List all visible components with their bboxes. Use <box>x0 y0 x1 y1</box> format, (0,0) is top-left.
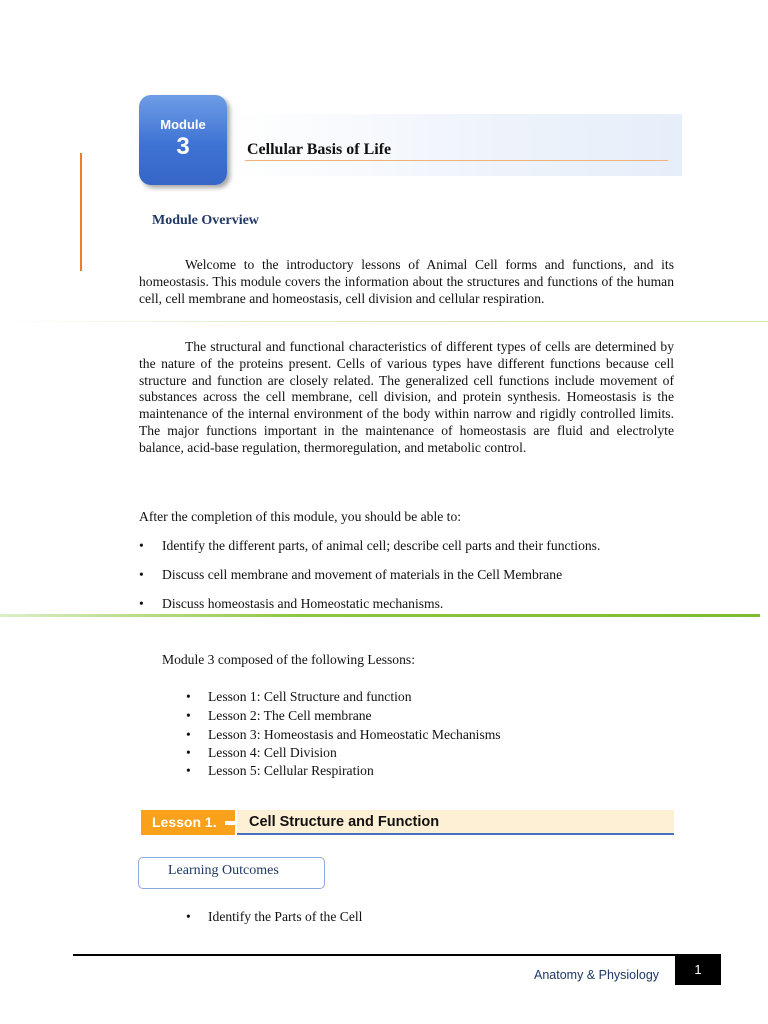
bullet: • <box>186 689 191 704</box>
bullet: • <box>139 567 144 582</box>
objective-text: Discuss homeostasis and Homeostatic mechanisms. <box>162 596 444 611</box>
objective-text: Identify the different parts, of animal cell; describe cell parts and their functions. <box>162 538 601 553</box>
lesson-list-text: Lesson 5: Cellular Respiration <box>208 763 374 778</box>
overview-heading: Module Overview <box>152 213 259 228</box>
module-badge <box>139 95 227 185</box>
lesson-list-text: Lesson 1: Cell Structure and function <box>208 689 412 704</box>
footer-title: Anatomy & Physiology <box>534 968 660 982</box>
overview-paragraph-1: Welcome to the introductory lessons of Animal Cell forms and functions, and its homeostasis. This module covers the information about the structures and functions of the human cell, cell membrane and homeostasis, cell division and cellular respiration. <box>139 257 674 306</box>
bullet: • <box>139 596 144 611</box>
bullet: • <box>186 727 191 742</box>
bullet: • <box>186 909 191 924</box>
lesson-label-notch <box>225 821 235 825</box>
module-number: 3 <box>176 133 190 160</box>
module-label: Module <box>160 117 206 132</box>
lessons-intro: Module 3 composed of the following Lessons: <box>162 652 415 667</box>
objectives-intro: After the completion of this module, you should be able to: <box>139 509 462 524</box>
lesson-list-text: Lesson 3: Homeostasis and Homeostatic Mechanisms <box>208 727 501 742</box>
left-accent-line <box>80 153 82 271</box>
bullet: • <box>139 538 144 553</box>
lesson-title: Cell Structure and Function <box>249 814 440 830</box>
lesson-label: Lesson 1. <box>141 810 235 835</box>
bullet: • <box>186 745 191 760</box>
module-title: Cellular Basis of Life <box>247 141 392 158</box>
lesson-list-text: Lesson 4: Cell Division <box>208 745 337 760</box>
learning-outcomes-heading: Learning Outcomes <box>168 863 279 878</box>
bullet: • <box>186 763 191 778</box>
footer-rule <box>73 954 675 956</box>
bullet: • <box>186 708 191 723</box>
outcome-text: Identify the Parts of the Cell <box>208 909 363 924</box>
overview-paragraph-2: The structural and functional characteristics of different types of cells are determined by the nature of the proteins present. Cells of various types have different functions because cell structure and function are closely related. The generalized cell functions include movement of substances across the cell membrane, cell division, and protein synthesis. Homeostasis is the maintenance of the internal environment of the body within narrow and rigidly controlled limits. The major functions important in the maintenance of homeostasis are fluid and electrolyte balance, acid-base regulation, thermoregulation, and metabolic control. <box>139 339 674 455</box>
page-number: 1 <box>675 954 721 985</box>
objective-text: Discuss cell membrane and movement of materials in the Cell Membrane <box>162 567 563 582</box>
divider-light-green <box>0 321 768 322</box>
lesson-list-text: Lesson 2: The Cell membrane <box>208 708 372 723</box>
divider-green <box>0 614 760 617</box>
title-underline <box>245 160 668 161</box>
